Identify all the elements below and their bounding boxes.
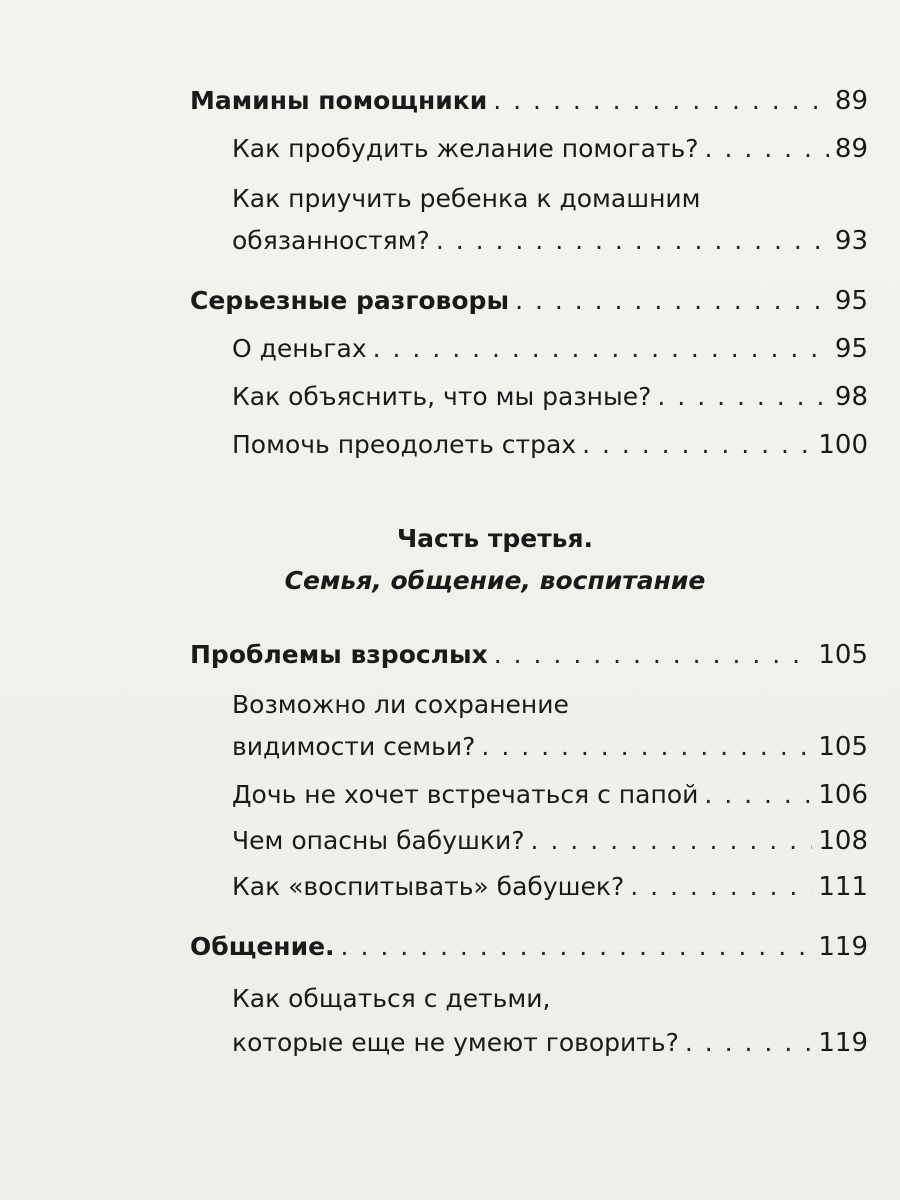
toc-entry[interactable] [232, 730, 868, 764]
toc-entry[interactable] [232, 824, 868, 858]
page-number: 111 [818, 872, 868, 902]
toc-section[interactable] [190, 930, 868, 964]
page-number: 89 [834, 134, 868, 164]
leader-dots [515, 284, 829, 318]
leader-dots [685, 1026, 813, 1060]
section-title: Общение. [190, 932, 335, 961]
page-number: 105 [818, 732, 868, 762]
entry-title-line: Как приучить ребенка к домашним [232, 184, 701, 213]
leader-dots [493, 84, 829, 118]
leader-dots [341, 930, 813, 964]
toc-section[interactable] [190, 638, 868, 672]
page-number: 119 [818, 1028, 868, 1058]
toc-entry[interactable] [232, 778, 868, 812]
toc-section[interactable] [190, 84, 868, 118]
toc-entry[interactable] [232, 132, 868, 166]
entry-title: О деньгах [232, 334, 367, 363]
page-number: 95 [834, 286, 868, 316]
toc-entry[interactable] [232, 224, 868, 258]
part-title: Часть третья. [396, 524, 594, 553]
toc-entry[interactable] [232, 428, 868, 462]
toc-section[interactable] [190, 284, 868, 318]
page-number: 106 [818, 780, 868, 810]
entry-title: Как пробудить желание помогать? [232, 134, 699, 163]
entry-title: Как «воспитывать» бабушек? [232, 872, 625, 901]
entry-title: Как объяснить, что мы разные? [232, 382, 652, 411]
leader-dots [582, 428, 812, 462]
page-number: 105 [818, 640, 868, 670]
toc-entry[interactable] [232, 1026, 868, 1060]
section-title: Проблемы взрослых [190, 640, 488, 669]
section-title: Мамины помощники [190, 86, 488, 115]
page-number: 100 [818, 430, 868, 460]
leader-dots [531, 824, 813, 858]
leader-dots [481, 730, 812, 764]
toc-entry[interactable] [232, 332, 868, 366]
leader-dots [373, 332, 829, 366]
entry-title-line: Как общаться с детьми, [232, 984, 551, 1013]
entry-title: которые еще не умеют говорить? [232, 1028, 679, 1057]
leader-dots [630, 870, 812, 904]
leader-dots [436, 224, 829, 258]
toc-entry[interactable] [232, 380, 868, 414]
entry-title: Дочь не хочет встречаться с папой [232, 780, 699, 809]
page-number: 89 [834, 86, 868, 116]
section-title: Серьезные разговоры [190, 286, 510, 315]
leader-dots [704, 778, 812, 812]
leader-dots [657, 380, 829, 414]
entry-title: Помочь преодолеть страх [232, 430, 577, 459]
page-number: 119 [818, 932, 868, 962]
toc-entry[interactable] [232, 870, 868, 904]
entry-title: Чем опасны бабушки? [232, 826, 525, 855]
entry-title: обязанностям? [232, 226, 430, 255]
page-number: 108 [818, 826, 868, 856]
page-number: 98 [834, 382, 868, 412]
page-number: 95 [834, 334, 868, 364]
page-number: 93 [834, 226, 868, 256]
entry-title: видимости семьи? [232, 732, 476, 761]
part-subtitle: Семья, общение, воспитание [284, 566, 706, 595]
entry-title-line: Возможно ли сохранение [232, 690, 569, 719]
leader-dots [705, 132, 829, 166]
leader-dots [494, 638, 813, 672]
